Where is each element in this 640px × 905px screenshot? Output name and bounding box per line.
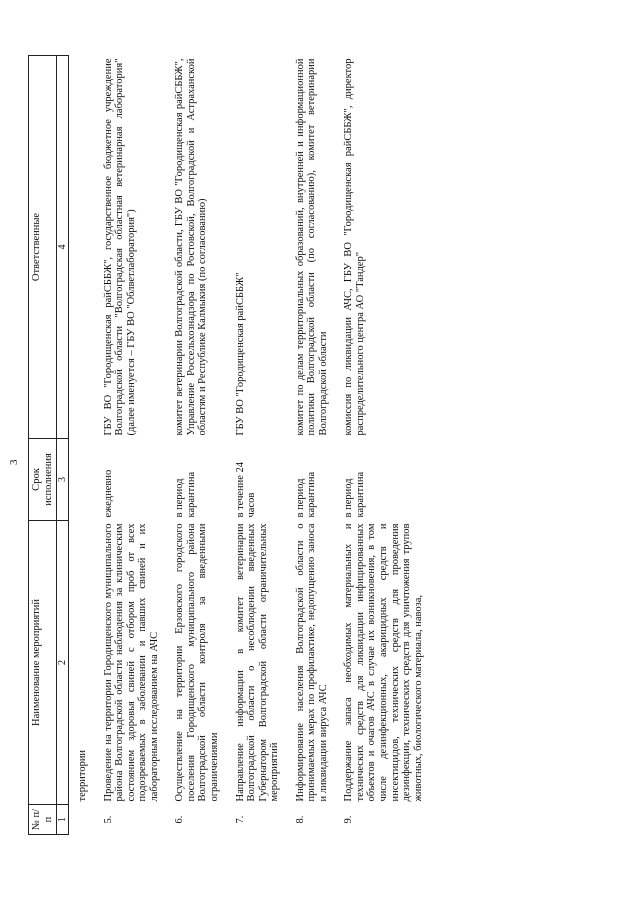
row-measure: Поддержание запаса необходимых материальных и технических средств для ликвидации инфицированных объектов и очагов АЧС в случае их возникновения, в том числе дезинфекционных, акарицидных средств и инсектицидов, технических средств для проведения дезинфекции, технических средств для уничтожения трупов животных, биологического материала, навоза, (343, 523, 424, 802)
column-index: 4 (57, 56, 69, 439)
row-responsible: ГБУ ВО "Городищенская райСББЖ", государственное бюджетное учреждение Волгоградской области "Волгоградская областная ветеринарная лаборатория" (далее именуется – ГБУ ВО "Облветлаборатория") (102, 58, 137, 436)
row-number: 9. (343, 815, 355, 824)
header-term: Срок исполнения (29, 439, 57, 521)
row-term: ежедневно (102, 469, 114, 518)
row-responsible: комитет ветеринарии Волгоградской области, ГБУ ВО "Городищенская райСББЖ", Управление Россельхознадзора по Ростовской, Волгоградской и Астраханской областям и Республике Калмыкия (по согласованию) (174, 58, 209, 436)
row-measure: Проведение на территории Городищенского муниципального района Волгоградской области наблюдения за клиническим состоянием здоровья свиней с отбором проб от всех подозреваемых в заболевании и павших свиней и их лабораторным исследованием на АЧС (102, 523, 160, 802)
row-measure: Направление информации в комитет ветеринарии Волгоградской области о несоблюдении введенных Губернатором Волгоградской области ограничительных мероприятий (234, 523, 281, 802)
header-name: Наименование мероприятий (29, 521, 57, 805)
row-term: в период карантина (343, 471, 366, 518)
row-number: 8. (294, 815, 306, 824)
column-index: 3 (57, 439, 69, 521)
row-measure: Осуществление на территории Ерзовского городского поселения Городищенского муниципального района Волгоградской области контроля за введенными ограничениями (174, 523, 221, 802)
row-number: 7. (234, 815, 246, 824)
continuation-text: территории (77, 749, 89, 802)
row-number: 5. (102, 815, 114, 824)
measures-table (28, 55, 430, 835)
column-index-row (57, 56, 69, 835)
table-row (287, 56, 336, 835)
column-index: 2 (57, 521, 69, 805)
table-row (227, 56, 287, 835)
table-row (335, 56, 430, 835)
table-row (95, 56, 167, 835)
row-term: в период карантина (174, 471, 197, 518)
row-responsible: комиссия по ликвидации АЧС, ГБУ ВО "Городищенская райСББЖ", директор распределительного центра АО "Тандер" (343, 58, 366, 436)
row-term: в течение 24 часов (234, 461, 258, 518)
row-term: в период карантина (294, 471, 318, 518)
page-number: 3 (8, 459, 20, 465)
table-row (166, 56, 226, 835)
continuation-row (69, 56, 95, 835)
row-number: 6. (174, 815, 186, 824)
row-measure: Информирование населения Волгоградской области о принимаемых мерах по профилактике, недопущению заноса и ликвидации вируса АЧС (294, 523, 329, 802)
header-responsible: Ответственные (29, 56, 57, 439)
column-index: 1 (57, 805, 69, 835)
row-responsible: комитет по делам территориальных образований, внутренней и информационной политики Волгоградской области (по согласованию), комитет ветеринарии Волгоградской области (294, 58, 329, 436)
row-responsible: ГБУ ВО "Городищенская райСББЖ" (234, 272, 246, 436)
table-header-row (29, 56, 57, 835)
header-num: № п/п (29, 805, 57, 835)
